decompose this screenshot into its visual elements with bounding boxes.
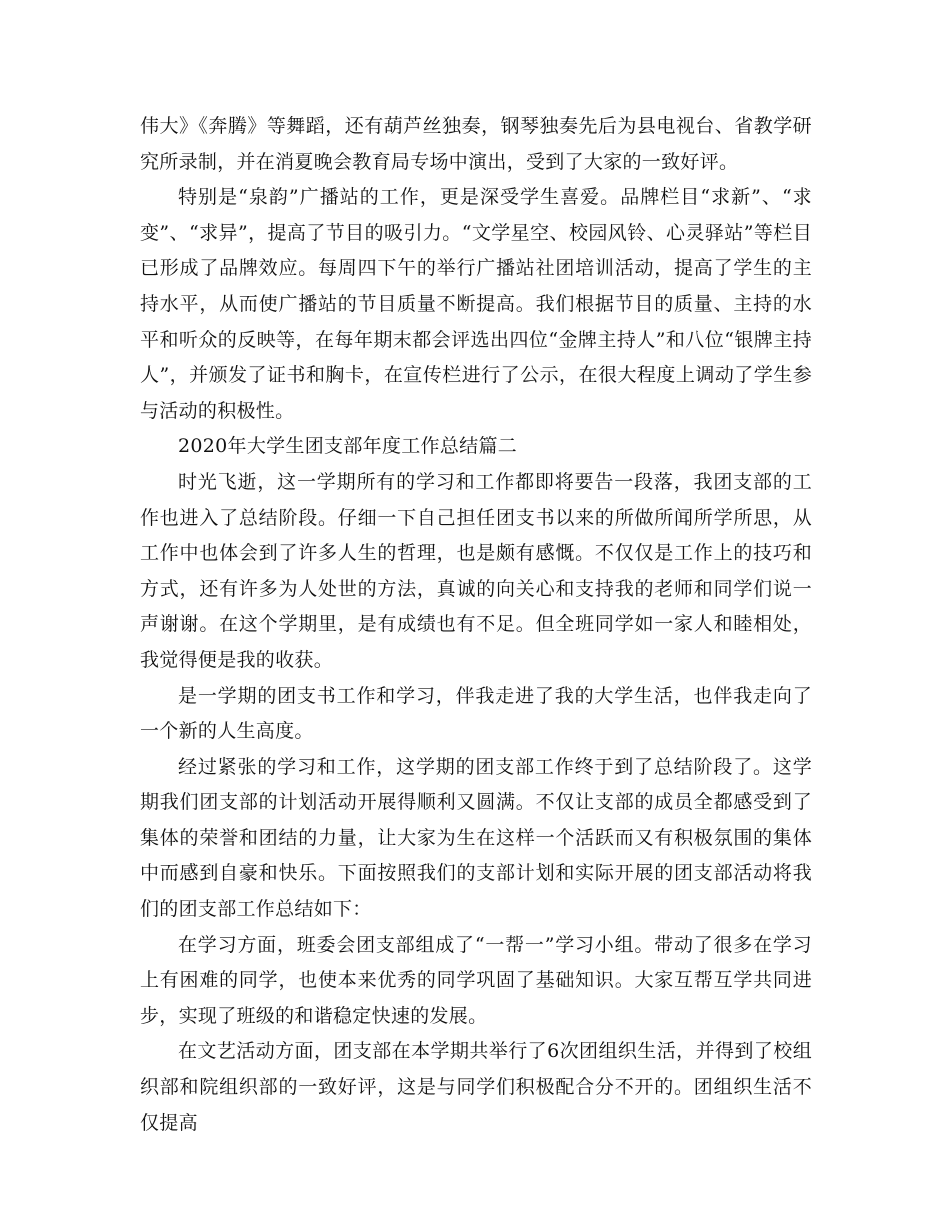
paragraph-work-overview: 经过紧张的学习和工作，这学期的团支部工作终于到了总结阶段了。这学期我们团支部的计划活动开展得顺利又圆满。不仅让支部的成员全都感受到了集体的荣誉和团结的力量，让大家为生在这样一个活跃而又有积极氛围的集体中而感到自豪和快乐。下面按照我们的支部计划和实际开展的团支部活动将我们的团支部工作总结如下： bbox=[140, 755, 812, 921]
paragraph-arts-activities: 在文艺活动方面，团支部在本学期共举行了6次团组织生活，并得到了校组织部和院组织部的一致好评，这是与同学们积极配合分不开的。团组织生活不仅提高 bbox=[140, 1040, 812, 1134]
paragraph-radio-station: 特别是“泉韵”广播站的工作，更是深受学生喜爱。品牌栏目“求新”、“求变”、“求异”，提高了节目的吸引力。“文学星空、校园风铃、心灵驿站”等栏目已形成了品牌效应。每周四下午的举行广播站社团培训活动，提高了学生的主持水平，从而使广播站的节目质量不断提高。我们根据节目的质量、主持的水平和听众的反映等，在每年期末都会评选出四位“金牌主持人”和八位“银牌主持人”，并颁发了证书和胸卡，在宣传栏进行了公示，在很大程度上调动了学生参与活动的积极性。 bbox=[140, 186, 812, 422]
paragraph-dance-performances: 伟大》《奔腾》等舞蹈，还有葫芦丝独奏，钢琴独奏先后为县电视台、省教学研究所录制，并在消夏晚会教育局专场中演出，受到了大家的一致好评。 bbox=[140, 115, 812, 173]
paragraph-semester-summary: 时光飞逝，这一学期所有的学习和工作都即将要告一段落，我团支部的工作也进入了总结阶段。仔细一下自己担任团支书以来的所做所闻所学所思，从工作中也体会到了许多人生的哲理，也是颇有感慨。不仅仅是工作上的技巧和方式，还有许多为人处世的方法，真诚的向关心和支持我的老师和同学们说一声谢谢。在这个学期里，是有成绩也有不足。但全班同学如一家人和睦相处，我觉得便是我的收获。 bbox=[140, 470, 812, 671]
section-heading: 2020年大学生团支部年度工作总结篇二 bbox=[178, 435, 518, 458]
paragraph-new-height: 是一学期的团支书工作和学习，伴我走进了我的大学生活，也伴我走向了一个新的人生高度。 bbox=[140, 684, 812, 743]
document-page bbox=[140, 109, 812, 1141]
paragraph-study: 在学习方面，班委会团支部组成了“一帮一”学习小组。带动了很多在学习上有困难的同学，也使本来优秀的同学巩固了基础知识。大家互帮互学共同进步，实现了班级的和谐稳定快速的发展。 bbox=[140, 933, 812, 1027]
